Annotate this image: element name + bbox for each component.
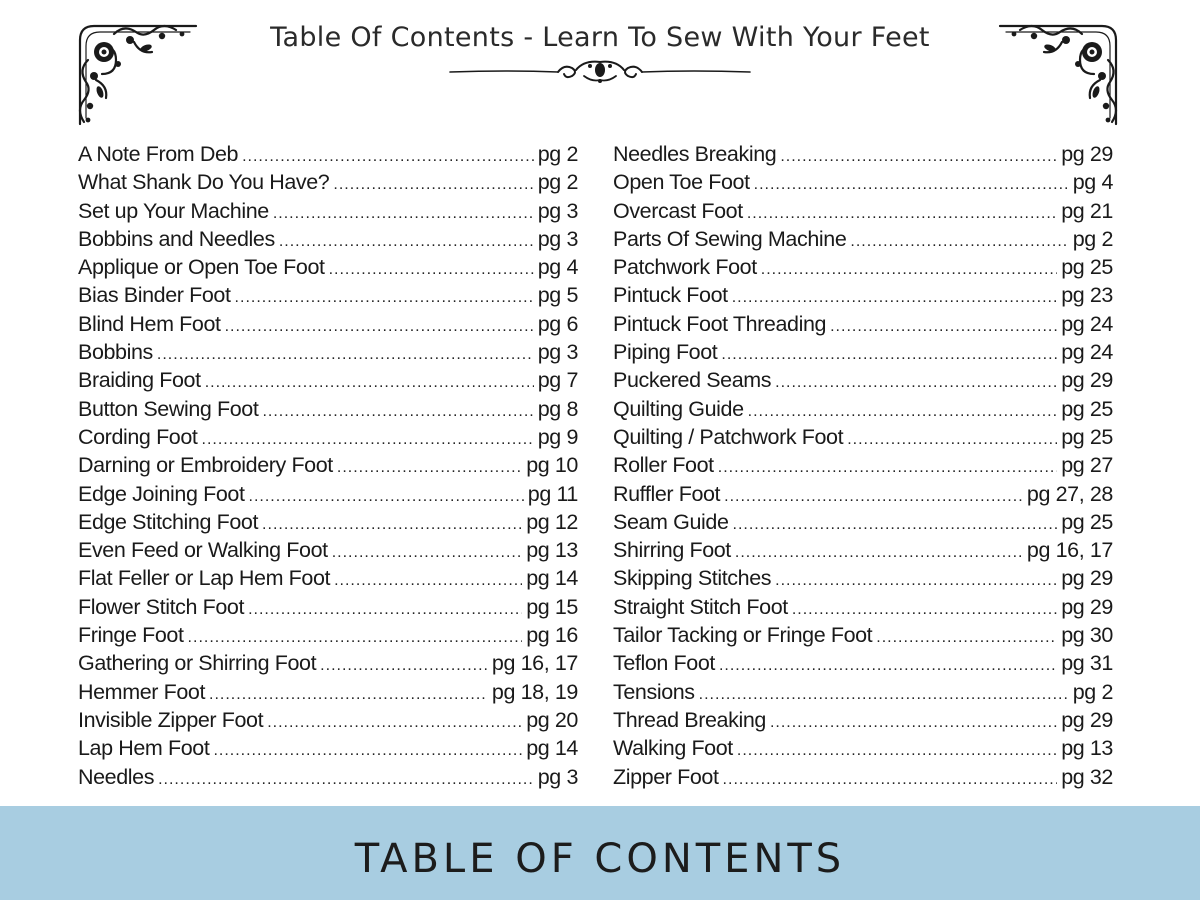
toc-entry-label: Bobbins and Needles	[78, 226, 275, 251]
toc-entry-label: Edge Stitching Foot	[78, 509, 259, 534]
toc-dot-leader	[770, 709, 1057, 734]
toc-dot-leader	[267, 709, 522, 734]
toc-entry-label: Pintuck Foot	[613, 283, 728, 308]
footer-banner	[0, 806, 1200, 900]
toc-entry	[78, 168, 578, 196]
toc-entry-page: pg 30	[1061, 623, 1113, 648]
toc-dot-leader	[721, 341, 1057, 366]
toc-entry-label: Tailor Tacking or Fringe Foot	[613, 623, 873, 648]
toc-entry	[613, 281, 1113, 309]
toc-entry-page: pg 31	[1061, 651, 1113, 676]
page-title: Table Of Contents - Learn To Sew With Your Feet	[270, 22, 930, 53]
toc-dot-leader	[188, 624, 523, 649]
toc-dot-leader	[830, 313, 1057, 338]
toc-entry	[613, 253, 1113, 281]
toc-entry	[78, 310, 578, 338]
toc-dot-leader	[242, 143, 534, 168]
toc-entry	[613, 734, 1113, 762]
toc-entry	[613, 649, 1113, 677]
toc-column-right	[613, 140, 1113, 791]
toc-dot-leader	[332, 539, 522, 564]
toc-entry-label: Teflon Foot	[613, 651, 715, 676]
toc-entry-page: pg 3	[537, 226, 578, 251]
toc-entry-page: pg 4	[537, 255, 578, 280]
toc-entry-page: pg 24	[1061, 340, 1113, 365]
toc-entry	[78, 140, 578, 168]
toc-entry-page: pg 16, 17	[491, 651, 578, 676]
toc-entry-label: Edge Joining Foot	[78, 481, 245, 506]
toc-dot-leader	[279, 228, 534, 253]
toc-entry	[78, 281, 578, 309]
toc-entry-page: pg 3	[537, 198, 578, 223]
toc-entry	[613, 140, 1113, 168]
toc-dot-leader	[850, 228, 1068, 253]
toc-entry-label: Lap Hem Foot	[78, 736, 210, 761]
toc-column-left	[78, 140, 578, 791]
toc-entry-page: pg 27, 28	[1026, 481, 1113, 506]
toc-entry	[78, 225, 578, 253]
toc-entry-page: pg 21	[1061, 198, 1113, 223]
toc-entry-page: pg 10	[526, 453, 578, 478]
toc-entry	[613, 508, 1113, 536]
toc-entry	[613, 763, 1113, 791]
toc-dot-leader	[735, 539, 1023, 564]
toc-entry-page: pg 16	[526, 623, 578, 648]
toc-dot-leader	[780, 143, 1057, 168]
toc-entry-label: Pintuck Foot Threading	[613, 311, 827, 336]
toc-entry	[613, 536, 1113, 564]
toc-entry-label: Set up Your Machine	[78, 198, 269, 223]
toc-entry	[613, 310, 1113, 338]
toc-entry-label: Ruffler Foot	[613, 481, 721, 506]
toc-entry-page: pg 29	[1061, 707, 1113, 732]
toc-entry	[613, 706, 1113, 734]
toc-dot-leader	[262, 398, 533, 423]
toc-dot-leader	[262, 511, 522, 536]
toc-entry-page: pg 29	[1061, 142, 1113, 166]
toc-entry	[78, 706, 578, 734]
toc-entry-page: pg 13	[526, 538, 578, 563]
toc-entry	[613, 564, 1113, 592]
toc-entry	[78, 564, 578, 592]
toc-entry	[613, 338, 1113, 366]
toc-entry	[78, 536, 578, 564]
toc-entry-label: Open Toe Foot	[613, 170, 750, 195]
toc-entry-label: Cording Foot	[78, 424, 198, 449]
toc-dot-leader	[235, 284, 534, 309]
toc-dot-leader	[724, 483, 1023, 508]
toc-entry	[78, 480, 578, 508]
toc-entry	[613, 225, 1113, 253]
toc-entry-label: Needles	[78, 764, 155, 789]
toc-entry	[78, 593, 578, 621]
toc-entry-label: What Shank Do You Have?	[78, 170, 330, 195]
toc-entry-page: pg 25	[1061, 255, 1113, 280]
toc-entry-label: Parts Of Sewing Machine	[613, 226, 847, 251]
toc-entry-page: pg 3	[537, 340, 578, 365]
toc-entry-label: Even Feed or Walking Foot	[78, 538, 328, 563]
toc-entry-page: pg 18, 19	[491, 679, 578, 704]
toc-entry-label: Invisible Zipper Foot	[78, 707, 264, 732]
toc-entry-page: pg 25	[1061, 396, 1113, 421]
toc-entry-page: pg 29	[1061, 368, 1113, 393]
toc-entry	[613, 593, 1113, 621]
toc-entry	[613, 451, 1113, 479]
toc-entry-label: Tensions	[613, 679, 695, 704]
toc-dot-leader	[225, 313, 534, 338]
toc-dot-leader	[202, 426, 534, 451]
toc-dot-leader	[775, 567, 1057, 592]
toc-dot-leader	[249, 483, 524, 508]
toc-entry-page: pg 2	[537, 170, 578, 195]
toc-dot-leader	[747, 200, 1057, 225]
toc-entry-page: pg 16, 17	[1026, 538, 1113, 563]
toc-dot-leader	[329, 256, 534, 281]
toc-entry-page: pg 5	[537, 283, 578, 308]
toc-entry-page: pg 11	[527, 481, 578, 506]
toc-entry	[613, 395, 1113, 423]
toc-dot-leader	[337, 454, 522, 479]
toc-entry-page: pg 14	[526, 566, 578, 591]
toc-entry-page: pg 25	[1061, 424, 1113, 449]
toc-entry	[78, 621, 578, 649]
toc-entry-page: pg 7	[537, 368, 578, 393]
toc-dot-leader	[320, 652, 488, 677]
toc-entry-label: Flower Stitch Foot	[78, 594, 245, 619]
toc-entry-label: Puckered Seams	[613, 368, 772, 393]
toc-entry-label: Straight Stitch Foot	[613, 594, 788, 619]
toc-dot-leader	[719, 652, 1057, 677]
toc-entry	[613, 678, 1113, 706]
toc-entry	[613, 168, 1113, 196]
toc-entry-label: Walking Foot	[613, 736, 733, 761]
scroll-flourish-divider-icon	[448, 58, 752, 86]
toc-entry-page: pg 6	[537, 311, 578, 336]
toc-dot-leader	[213, 737, 522, 762]
toc-entry-label: Braiding Foot	[78, 368, 201, 393]
toc-dot-leader	[847, 426, 1057, 451]
toc-entry-page: pg 8	[537, 396, 578, 421]
toc-entry-page: pg 14	[526, 736, 578, 761]
toc-entry-label: Needles Breaking	[613, 142, 777, 166]
toc-entry-label: Overcast Foot	[613, 198, 743, 223]
toc-dot-leader	[876, 624, 1057, 649]
toc-entry-label: Bobbins	[78, 340, 153, 365]
toc-entry-label: Quilting / Patchwork Foot	[613, 424, 844, 449]
banner-title: TABLE OF CONTENTS	[354, 836, 846, 882]
toc-dot-leader	[792, 596, 1057, 621]
toc-entry-page: pg 32	[1061, 764, 1113, 789]
toc-dot-leader	[273, 200, 534, 225]
toc-entry-label: Quilting Guide	[613, 396, 744, 421]
toc-entry-label: Flat Feller or Lap Hem Foot	[78, 566, 331, 591]
toc-dot-leader	[733, 511, 1058, 536]
toc-entry-label: Seam Guide	[613, 509, 729, 534]
toc-entry	[78, 395, 578, 423]
toc-entry	[613, 423, 1113, 451]
toc-entry-label: Darning or Embroidery Foot	[78, 453, 333, 478]
toc-dot-leader	[718, 454, 1057, 479]
toc-entry-page: pg 9	[537, 424, 578, 449]
toc-dot-leader	[775, 369, 1057, 394]
toc-entry-label: Patchwork Foot	[613, 255, 757, 280]
toc-entry	[613, 480, 1113, 508]
toc-dot-leader	[748, 398, 1058, 423]
toc-entry-page: pg 25	[1061, 509, 1113, 534]
toc-entry	[78, 423, 578, 451]
toc-dot-leader	[209, 681, 488, 706]
toc-entry-page: pg 23	[1061, 283, 1113, 308]
toc-entry-label: Skipping Stitches	[613, 566, 772, 591]
toc-entry	[78, 649, 578, 677]
toc-entry-page: pg 13	[1061, 736, 1113, 761]
toc-dot-leader	[333, 171, 533, 196]
toc-entry-label: Applique or Open Toe Foot	[78, 255, 325, 280]
toc-entry-label: Blind Hem Foot	[78, 311, 221, 336]
toc-entry-label: Shirring Foot	[613, 538, 731, 563]
toc-dot-leader	[157, 341, 534, 366]
toc-entry	[78, 508, 578, 536]
toc-dot-leader	[737, 737, 1057, 762]
toc-entry	[78, 451, 578, 479]
toc-entry	[78, 338, 578, 366]
toc-dot-leader	[205, 369, 534, 394]
toc-entry	[78, 678, 578, 706]
toc-entry-page: pg 29	[1061, 594, 1113, 619]
toc-entry-label: Piping Foot	[613, 340, 718, 365]
toc-entry-label: Bias Binder Foot	[78, 283, 231, 308]
toc-entry-label: Hemmer Foot	[78, 679, 206, 704]
toc-entry-label: Roller Foot	[613, 453, 714, 478]
toc-entry	[78, 253, 578, 281]
toc-entry-page: pg 12	[526, 509, 578, 534]
toc-entry	[78, 366, 578, 394]
toc-entry-page: pg 2	[537, 142, 578, 166]
toc-entry	[613, 197, 1113, 225]
toc-dot-leader	[732, 284, 1057, 309]
toc-entry-page: pg 27	[1061, 453, 1113, 478]
toc-dot-leader	[723, 766, 1058, 791]
toc-dot-leader	[248, 596, 522, 621]
toc-entry-page: pg 3	[537, 764, 578, 789]
toc-entry-page: pg 20	[526, 707, 578, 732]
toc-entry	[613, 621, 1113, 649]
toc-entry	[613, 366, 1113, 394]
toc-entry-page: pg 29	[1061, 566, 1113, 591]
toc-dot-leader	[334, 567, 522, 592]
toc-entry-label: Button Sewing Foot	[78, 396, 259, 421]
toc-entry-page: pg 2	[1072, 679, 1113, 704]
toc-entry-label: Fringe Foot	[78, 623, 184, 648]
toc-entry-page: pg 2	[1072, 226, 1113, 251]
toc-dot-leader	[699, 681, 1069, 706]
toc-dot-leader	[158, 766, 534, 791]
toc-entry-page: pg 15	[526, 594, 578, 619]
toc-entry	[78, 197, 578, 225]
toc-entry-page: pg 4	[1072, 170, 1113, 195]
toc-entry-page: pg 24	[1061, 311, 1113, 336]
toc-dot-leader	[761, 256, 1057, 281]
toc-dot-leader	[754, 171, 1069, 196]
toc-entry-label: Thread Breaking	[613, 707, 766, 732]
toc-entry-label: A Note From Deb	[78, 142, 239, 166]
toc-entry-label: Zipper Foot	[613, 764, 719, 789]
toc-entry-label: Gathering or Shirring Foot	[78, 651, 317, 676]
toc-entry	[78, 763, 578, 791]
toc-entry	[78, 734, 578, 762]
